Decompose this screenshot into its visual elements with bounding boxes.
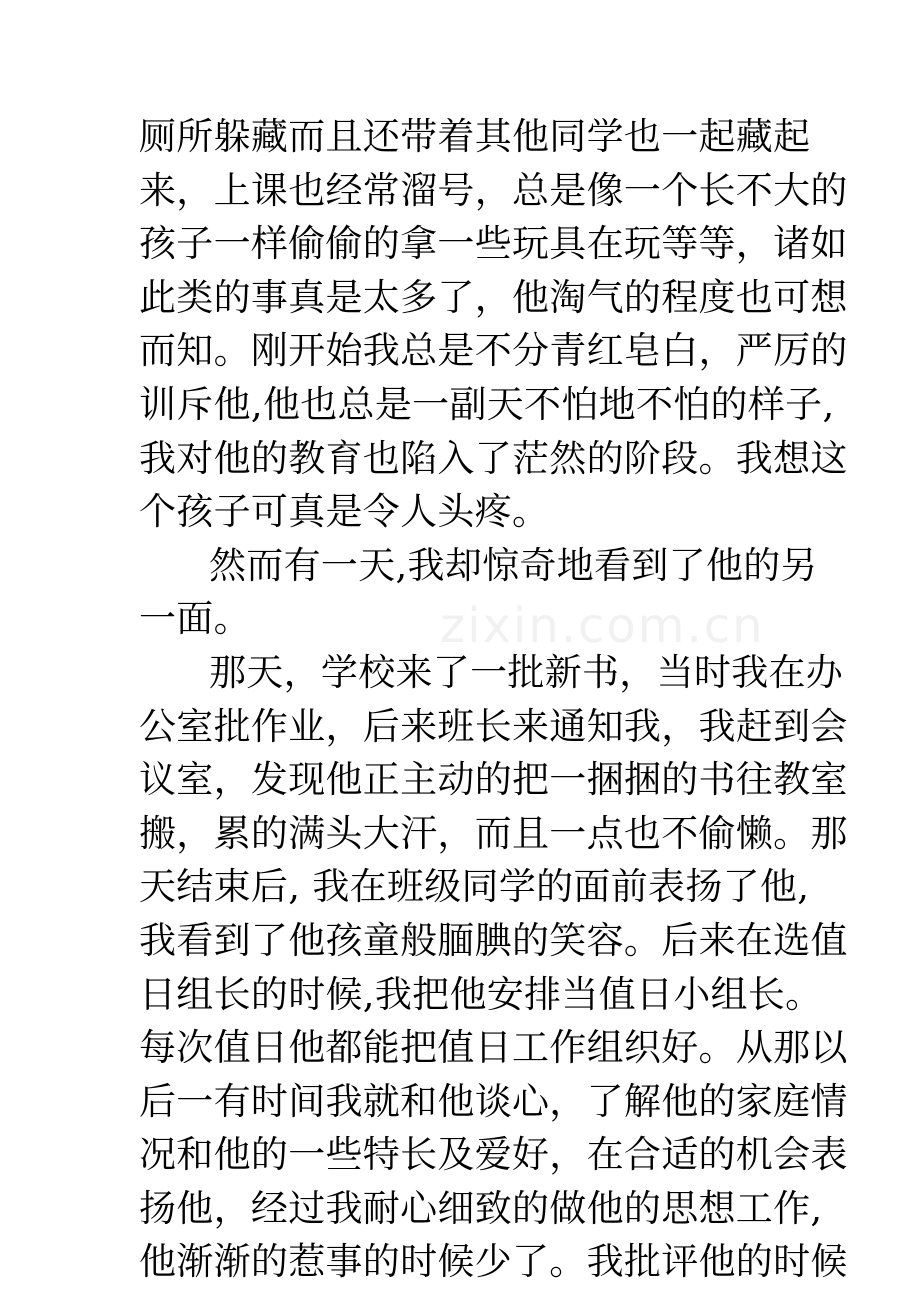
text-line: 来，上课也经常溜号，总是像一个长不大的 [139, 168, 848, 212]
text-line: 公室批作业，后来班长来通知我，我赶到会 [139, 704, 848, 748]
text-line: 每次值日他都能把值日工作组织好。从那以 [139, 1026, 848, 1070]
body-text [139, 110, 848, 1289]
watermark-text: zixin.com.cn [440, 598, 765, 654]
text-line: 此类的事真是太多了，他淘气的程度也可想 [139, 275, 848, 319]
text-line: 日组长的时候,我把他安排当值日小组长。 [139, 972, 823, 1016]
paragraph-start-line: 然而有一天,我却惊奇地看到了他的另 [209, 543, 818, 587]
text-line: 况和他的一些特长及爱好，在合适的机会表 [139, 1133, 848, 1177]
text-line: 扬他，经过我耐心细致的做他的思想工作, [139, 1186, 823, 1230]
text-line: 训斥他,他也总是一副天不怕地不怕的样子, [139, 382, 835, 426]
text-line: 后一有时间我就和他谈心，了解他的家庭情 [139, 1079, 848, 1123]
text-line: 个孩子可真是令人头疼。 [139, 490, 550, 534]
text-line: 一面。 [139, 597, 251, 641]
text-line: 他渐渐的惹事的时候少了。我批评他的时候 [139, 1240, 848, 1284]
text-line: 厕所躲藏而且还带着其他同学也一起藏起 [139, 115, 811, 158]
text-line: 议室，发现他正主动的把一捆捆的书往教室 [139, 758, 848, 802]
text-line: 而知。刚开始我总是不分青红皂白，严厉的 [139, 329, 848, 373]
text-line: 我对他的教育也陷入了茫然的阶段。我想这 [139, 436, 848, 480]
text-line: 搬，累的满头大汗，而且一点也不偷懒。那 [139, 811, 848, 855]
text-line: 我看到了他孩童般腼腆的笑容。后来在选值 [139, 918, 848, 962]
text-line: 天结束后, 我在班级同学的面前表扬了他, [139, 865, 810, 909]
paragraph-start-line: 那天，学校来了一批新书，当时我在办 [209, 650, 844, 694]
text-line: 孩子一样偷偷的拿一些玩具在玩等等，诸如 [139, 222, 848, 266]
